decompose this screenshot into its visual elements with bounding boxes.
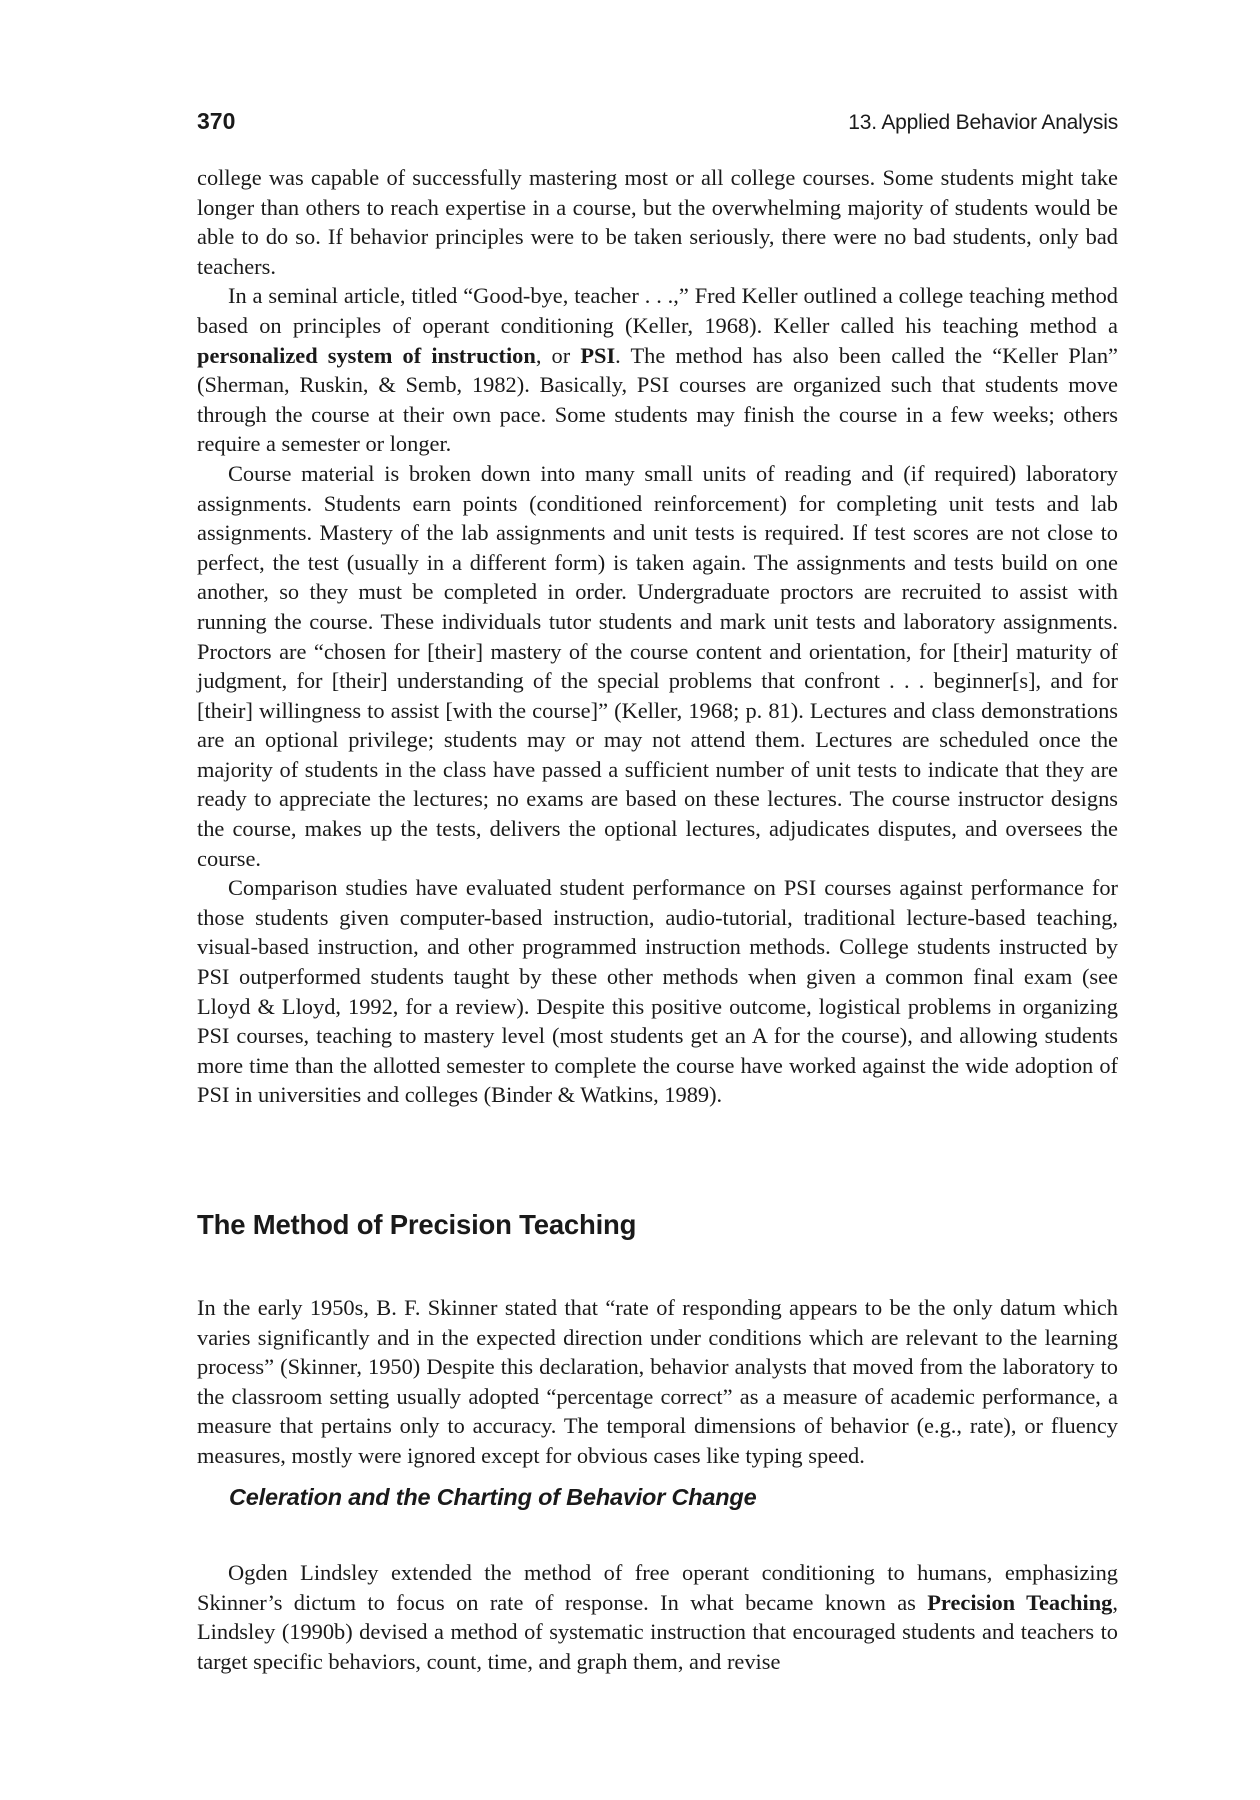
subsection-heading: Celeration and the Charting of Behavior Change	[229, 1484, 757, 1510]
key-term-precision-teaching: Precision Teaching	[927, 1589, 1113, 1615]
paragraph-text: In the early 1950s, B. F. Skinner stated that “rate of responding appears to be the only datum which varies significantly and in the expected direction under conditions which are relevant to the learning process” (Skinner, 1950) Despite this declaration, behavior analysts that moved from the laboratory to the classroom setting usually adopted “percentage correct” as a measure of academic performance, a measure that pertains only to accuracy. The temporal dimensions of behavior (e.g., rate), or fluency measures, mostly were ignored except for obvious cases like typing speed.	[197, 1295, 1118, 1468]
paragraph-lindsley	[197, 1558, 1118, 1676]
running-head	[197, 108, 1118, 142]
chapter-title: 13. Applied Behavior Analysis	[848, 111, 1118, 134]
paragraph-continued	[197, 163, 1118, 281]
paragraph-text: . The method has also been called the “Keller Plan” (Sherman, Ruskin, & Semb, 1982). Basically, PSI courses are organized such that students move through the course at their own pace. Some students may finish the course in a few weeks; others require a semester or longer.	[197, 342, 1118, 457]
paragraph-text: , Lindsley (1990b) devised a method of systematic instruction that encouraged students and teachers to target specific behaviors, count, time, and graph them, and revise	[197, 1589, 1118, 1674]
paragraph-text: Course material is broken down into many small units of reading and (if required) laboratory assignments. Students earn points (conditioned reinforcement) for completing unit tests and lab assignments. Mastery of the lab assignments and unit tests is required. If test scores are not close to perfect, the test (usually in a different form) is taken again. The assignments and tests build on one another, so they must be completed in order. Undergraduate proctors are recruited to assist with running the course. These individuals tutor students and mark unit tests and laboratory assignments. Proctors are “chosen for [their] mastery of the course content and orientation, for [their] maturity of judgment, for [their] understanding of the special problems that confront . . . beginner[s], and for [their] willingness to assist [with the course]” (Keller, 1968; p. 81). Lectures and class demonstrations are an optional privilege; students may or may not attend them. Lectures are scheduled once the majority of students in the class have passed a sufficient number of unit tests to indicate that they are ready to appreciate the lectures; no exams are based on these lectures. The course instructor designs the course, makes up the tests, delivers the optional lectures, adjudicates disputes, and oversees the course.	[197, 460, 1118, 871]
paragraph-text: Ogden Lindsley extended the method of free operant conditioning to humans, emphasizing Skinner’s dictum to focus on rate of response. In what became known as	[197, 1560, 1118, 1615]
section-heading: The Method of Precision Teaching	[197, 1209, 637, 1240]
paragraph-keller-article	[197, 281, 1118, 459]
body-text-block-psi	[197, 163, 1118, 1110]
paragraph-skinner-rate	[197, 1293, 1118, 1471]
key-term-psi: PSI	[580, 342, 616, 368]
body-text-block-celeration	[197, 1558, 1118, 1676]
page-number: 370	[197, 108, 236, 134]
paragraph-text: In a seminal article, titled “Good-bye, teacher . . .,” Fred Keller outlined a college teaching method based on principles of operant conditioning (Keller, 1968). Keller called his teaching method a	[197, 283, 1118, 338]
paragraph-course-material	[197, 459, 1118, 873]
paragraph-text: college was capable of successfully mastering most or all college courses. Some students might take longer than others to reach expertise in a course, but the overwhelming majority of students would be able to do so. If behavior principles were to be taken seriously, there were no bad students, only bad teachers.	[197, 165, 1118, 279]
paragraph-text: Comparison studies have evaluated student performance on PSI courses against performance for those students given computer-based instruction, audio-tutorial, traditional lecture-based teaching, visual-based instruction, and other programmed instruction methods. College students instructed by PSI outperformed students taught by these other methods when given a common final exam (see Lloyd & Lloyd, 1992, for a review). Despite this positive outcome, logistical problems in organizing PSI courses, teaching to mastery level (most students get an A for the course), and allowing students more time than the allotted semester to complete the course have worked against the wide adoption of PSI in universities and colleges (Binder & Watkins, 1989).	[197, 875, 1118, 1108]
paragraph-text: , or	[535, 342, 581, 368]
key-term-psi-full: personalized system of instruction	[197, 342, 536, 368]
body-text-block-precision	[197, 1293, 1118, 1471]
paragraph-comparison-studies	[197, 873, 1118, 1110]
